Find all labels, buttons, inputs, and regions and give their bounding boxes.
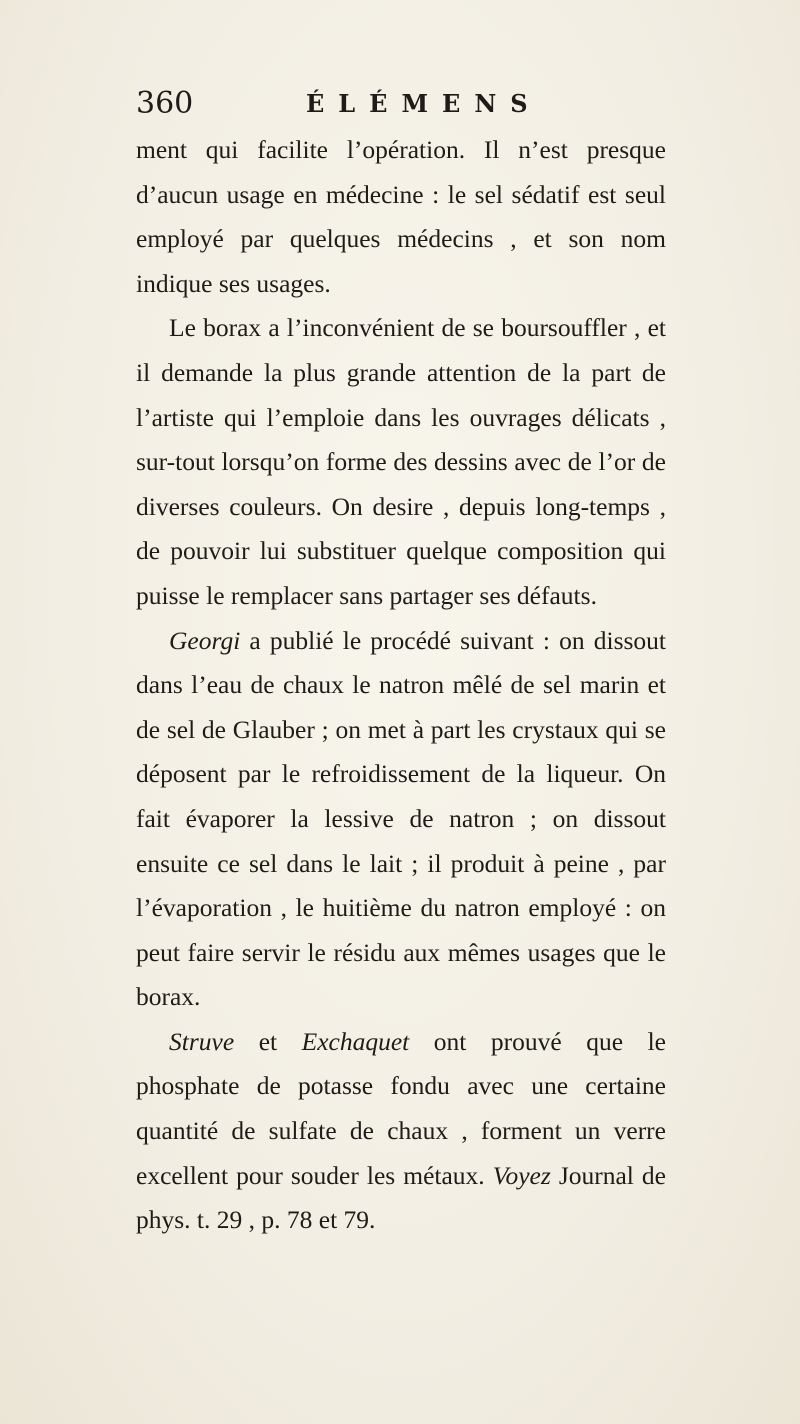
paragraph-3 (136, 619, 666, 1020)
running-head: ÉLÉMENS (306, 89, 542, 118)
paragraph-2-text: Le borax a l’inconvénient de se boursouffler , et il demande la plus grande attention de la part de l’artiste qui l’emploie dans les ouvrages délicats , sur-tout lorsqu’on forme des dessins avec de l’or de diverses couleurs. On desire , depuis long-temps , de pouvoir lui substituer quelque composition qui puisse le remplacer sans partager ses défauts. (136, 313, 666, 610)
paragraph-4-text-b: ont prouvé que le phosphate de potasse fondu avec une certaine quantité de sulfate de chaux , forment un verre excellent pour souder les métaux. (136, 1026, 666, 1190)
body-text (136, 128, 666, 1243)
author-struve: Struve (169, 1026, 235, 1056)
paragraph-4 (136, 1020, 666, 1243)
paragraph-1-text: ment qui facilite l’opération. Il n’est presque d’aucun usage en médecine : le sel sédatif est seul employé par quelques médecins , et son nom indique ses usages. (136, 135, 666, 298)
paragraph-3-text: a publié le procédé suivant : on dissout dans l’eau de chaux le natron mêlé de sel marin et de sel de Glauber ; on met à part les crystaux qui se déposent par le refroidissement de la liqueur. On fait évaporer la lessive de natron ; on dissout ensuite ce sel dans le lait ; il produit à peine , par l’évaporation , le huitième du natron employé : on peut faire servir le résidu aux mêmes usages que le borax. (136, 625, 666, 1012)
paragraph-1 (136, 128, 666, 306)
author-georgi: Georgi (169, 625, 241, 655)
author-exchaquet: Exchaquet (301, 1026, 410, 1056)
voyez-reference: Voyez (492, 1160, 551, 1190)
paragraph-4-text-a: et (234, 1026, 302, 1056)
page-header (136, 84, 656, 124)
paragraph-4-citation: Journal de phys. t. 29 , p. 78 et 79. (136, 1160, 666, 1235)
page-number: 360 (136, 86, 194, 121)
paragraph-2 (136, 306, 666, 618)
